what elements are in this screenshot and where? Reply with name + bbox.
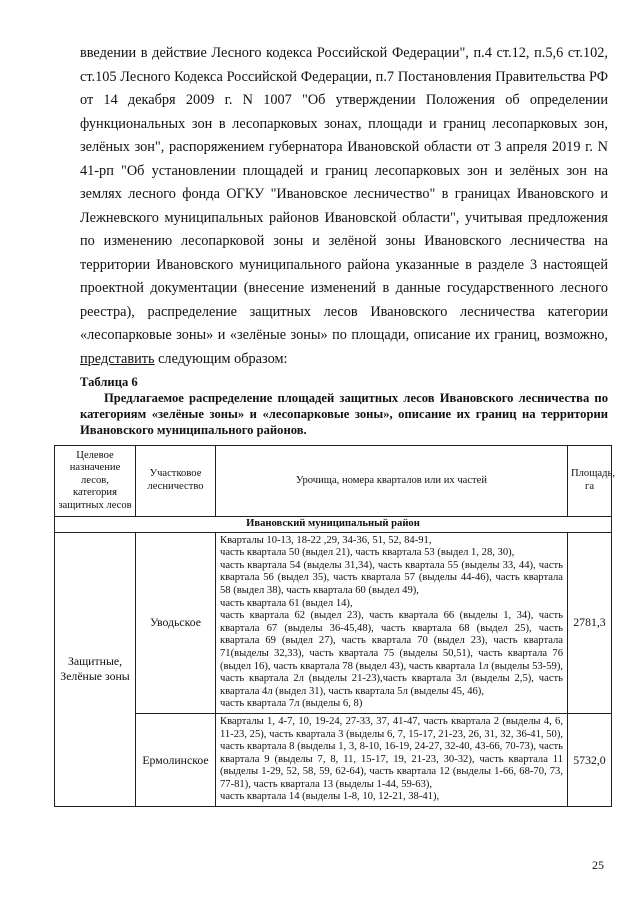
table-header-row bbox=[55, 446, 612, 517]
tracts-line: часть квартала 50 (выдел 21), часть квартала 53 (выдел 1, 28, 30), bbox=[220, 547, 515, 559]
header-tracts: Урочища, номера кварталов или их частей bbox=[216, 446, 568, 517]
forestry-cell: Ермолинское bbox=[136, 713, 216, 806]
forestry-cell: Уводьское bbox=[136, 532, 216, 713]
tracts-line: часть квартала 61 (выдел 14), bbox=[220, 597, 353, 609]
paragraph-ending: следующим образом: bbox=[154, 350, 288, 367]
body-paragraph bbox=[80, 42, 608, 371]
header-purpose: Целевое назначение лесов, категория защитных лесов bbox=[55, 446, 136, 517]
header-forestry: Участковое лесничество bbox=[136, 446, 216, 517]
forest-distribution-table bbox=[54, 445, 615, 807]
table-row bbox=[55, 713, 612, 806]
table-label: Таблица 6 bbox=[80, 375, 138, 389]
tracts-line: часть квартала 62 (выдел 23), часть квартала 66 (выделы 1, 34), часть квартала 67 (выделы 36-45,48), часть квартала 68 (выдел 25), часть квартала 69 (выдел 27), часть квартала 70 (выдел 23), часть квартала 71(выделы 32,33), часть квартала 75 (выделы 50,51), часть квартала 76 (выдел 16), часть квартала 78 (выдел 43), часть квартала 1л (выделы 53-59), часть квартала 2л (выделы 21-23),часть квартала 3л (выделы 2,5), часть квартала 4л (выдел 31), часть квартала 5л (выделы 45, 46), bbox=[220, 610, 563, 697]
section-row bbox=[55, 517, 612, 533]
tracts-line: Кварталы 1, 4-7, 10, 19-24, 27-33, 37, 41-47, часть квартала 2 (выделы 4, 6, 11-23, 25), часть квартала 3 (выделы 6, 7, 15-17, 21-23, 26, 31, 32, 36-41, 50), часть квартала 8 (выделы 1, 3, 8-10, 16-19, 24-27, 32-40, 43-66, 70-73), часть квартала 9 (выделы 7, 8, 11, 15-17, 19, 21-23, 30-32), часть квартала 11 (выделы 1-29, 52, 58, 59, 62-64), часть квартала 12 (выделы 1-66, 68-70, 73, 77-81), часть квартала 13 (выделы 1-44, 59-63), bbox=[220, 715, 563, 790]
table-row bbox=[55, 532, 612, 713]
section-title: Ивановский муниципальный район bbox=[55, 517, 612, 533]
table-title: Предлагаемое распределение площадей защитных лесов Ивановского лесничества по категориям «зелёные зоны» и «лесопарковые зоны», описание их границ на территории Ивановского муниципального районов. bbox=[80, 391, 608, 437]
tracts-cell bbox=[216, 532, 568, 713]
page-number: 25 bbox=[592, 858, 604, 872]
area-cell: 2781,3 bbox=[568, 532, 612, 713]
tracts-line: Кварталы 10-13, 18-22 ,29, 34-36, 51, 52, 84-91, bbox=[220, 534, 432, 546]
tracts-line: часть квартала 54 (выделы 31,34), часть квартала 55 (выделы 33, 44), часть квартала 56 (выдел 35), часть квартала 57 (выделы 44-46), часть квартала 58 (выдел 38), часть квартала 60 (выдел 49), bbox=[220, 559, 563, 596]
header-area: Площадь, га bbox=[568, 446, 612, 517]
tracts-line: часть квартала 7л (выделы 6, 8) bbox=[220, 698, 363, 710]
tracts-cell bbox=[216, 713, 568, 806]
area-cell: 5732,0 bbox=[568, 713, 612, 806]
category-cell: Защитные, Зелёные зоны bbox=[55, 532, 136, 806]
underlined-word: представить bbox=[80, 350, 155, 367]
tracts-line: часть квартала 14 (выделы 1-8, 10, 12-21, 38-41), bbox=[220, 791, 440, 803]
paragraph-text: введении в действие Лесного кодекса Российской Федерации", п.4 ст.12, п.5,6 ст.102, ст.105 Лесного Кодекса Российской Федерации, п.7 Постановления Правительства РФ от 14 декабря 2009 г. N 1007 "Об утверждении Положения об определении функциональных зон в лесопарковых зонах, площади и границ лесопарковых зон, зелёных зон", распоряжением губернатора Ивановской области от 3 апреля 2019 г. N 41-рп "Об установлении площадей и границ лесопарковых зон и зелёных зон на землях лесного фонда ОГКУ "Ивановское лесничество" в границах Ивановского и Лежневского муниципальных районов Ивановской области", учитывая предложения по изменению лесопарковой зоны и зелёной зоны Ивановского лесничества на территории Ивановского муниципального района указанные в разделе 3 настоящей проектной документации (внесение изменений в данные государственного лесного реестра), распределение защитных лесов Ивановского лесничества категории «лесопарковые зоны» и «зелёные зоны» по площади, описание их границ, возможно, bbox=[80, 45, 608, 343]
